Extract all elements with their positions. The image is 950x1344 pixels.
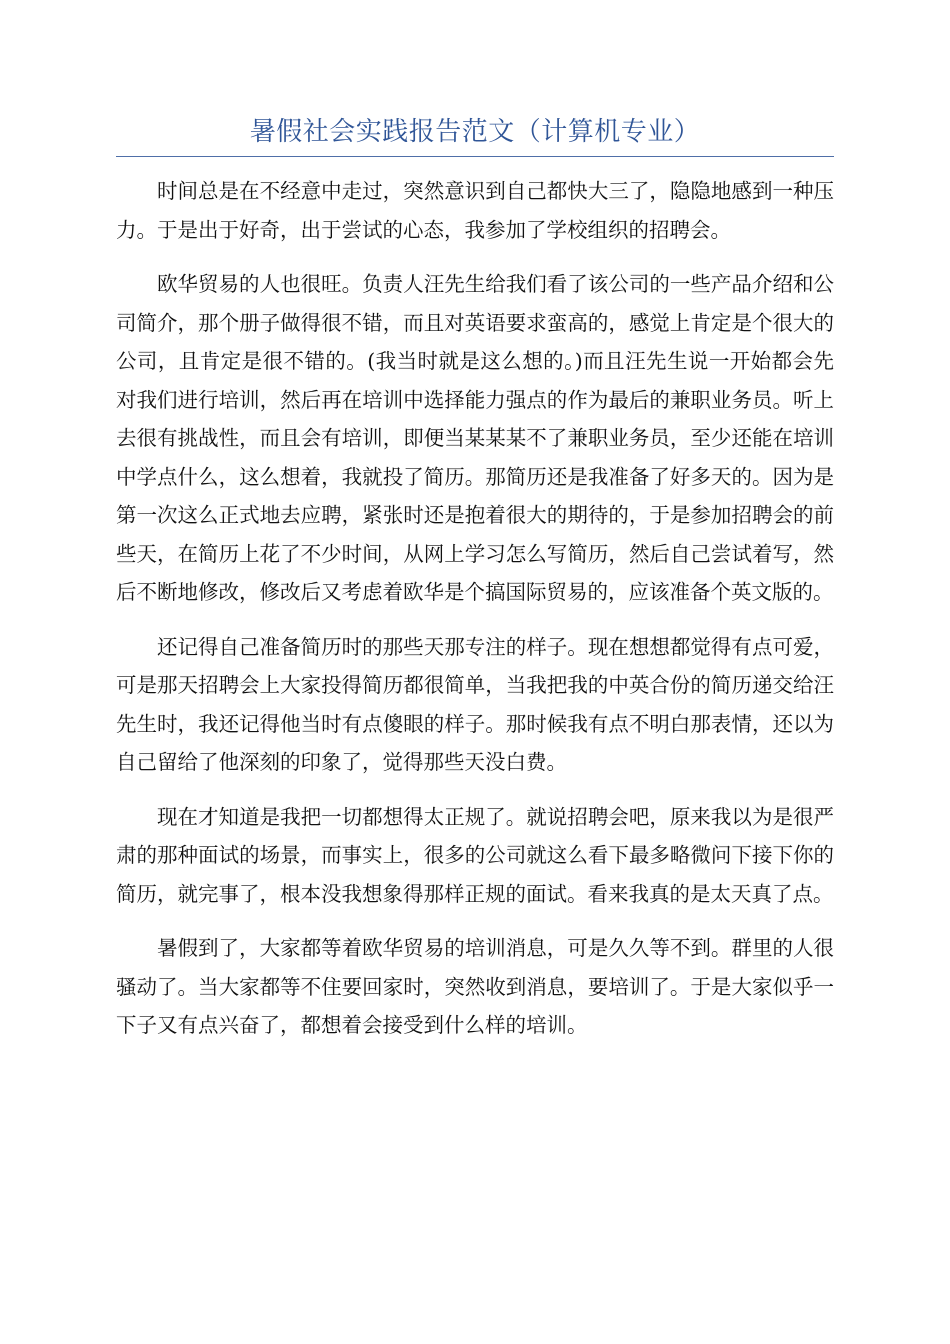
- title-block: [116, 112, 834, 157]
- paragraph-2: 欧华贸易的人也很旺。负责人汪先生给我们看了该公司的一些产品介绍和公司简介，那个册子做得很不错，而且对英语要求蛮高的，感觉上肯定是个很大的公司，且肯定是很不错的。(我当时就是这么想的。)而且汪先生说一开始都会先对我们进行培训，然后再在培训中选择能力强点的作为最后的兼职业务员。听上去很有挑战性，而且会有培训，即便当某某某不了兼职业务员，至少还能在培训中学点什么，这么想着，我就投了简历。那简历还是我准备了好多天的。因为是第一次这么正式地去应聘，紧张时还是抱着很大的期待的，于是参加招聘会的前些天，在简历上花了不少时间，从网上学习怎么写简历，然后自己尝试着写，然后不断地修改，修改后又考虑着欧华是个搞国际贸易的，应该准备个英文版的。: [116, 272, 834, 604]
- paragraph-3: 还记得自己准备简历时的那些天那专注的样子。现在想想都觉得有点可爱，可是那天招聘会上大家投得简历都很简单，当我把我的中英合份的简历递交给汪先生时，我还记得他当时有点傻眼的样子。那时候我有点不明白那表情，还以为自己留给了他深刻的印象了，觉得那些天没白费。: [116, 634, 834, 774]
- paragraph-5: 暑假到了，大家都等着欧华贸易的培训消息，可是久久等不到。群里的人很骚动了。当大家都等不住要回家时，突然收到消息，要培训了。于是大家似乎一下子又有点兴奋了，都想着会接受到什么样的培训。: [116, 936, 834, 1037]
- document-body: [116, 172, 834, 1061]
- paragraph-1: 时间总是在不经意中走过，突然意识到自己都快大三了，隐隐地感到一种压力。于是出于好奇，出于尝试的心态，我参加了学校组织的招聘会。: [116, 179, 834, 242]
- document-title: 暑假社会实践报告范文（计算机专业）: [249, 117, 701, 147]
- paragraph-4: 现在才知道是我把一切都想得太正规了。就说招聘会吧，原来我以为是很严肃的那种面试的场景，而事实上，很多的公司就这么看下最多略微问下接下你的简历，就完事了，根本没我想象得那样正规的面试。看来我真的是太天真了点。: [116, 804, 834, 906]
